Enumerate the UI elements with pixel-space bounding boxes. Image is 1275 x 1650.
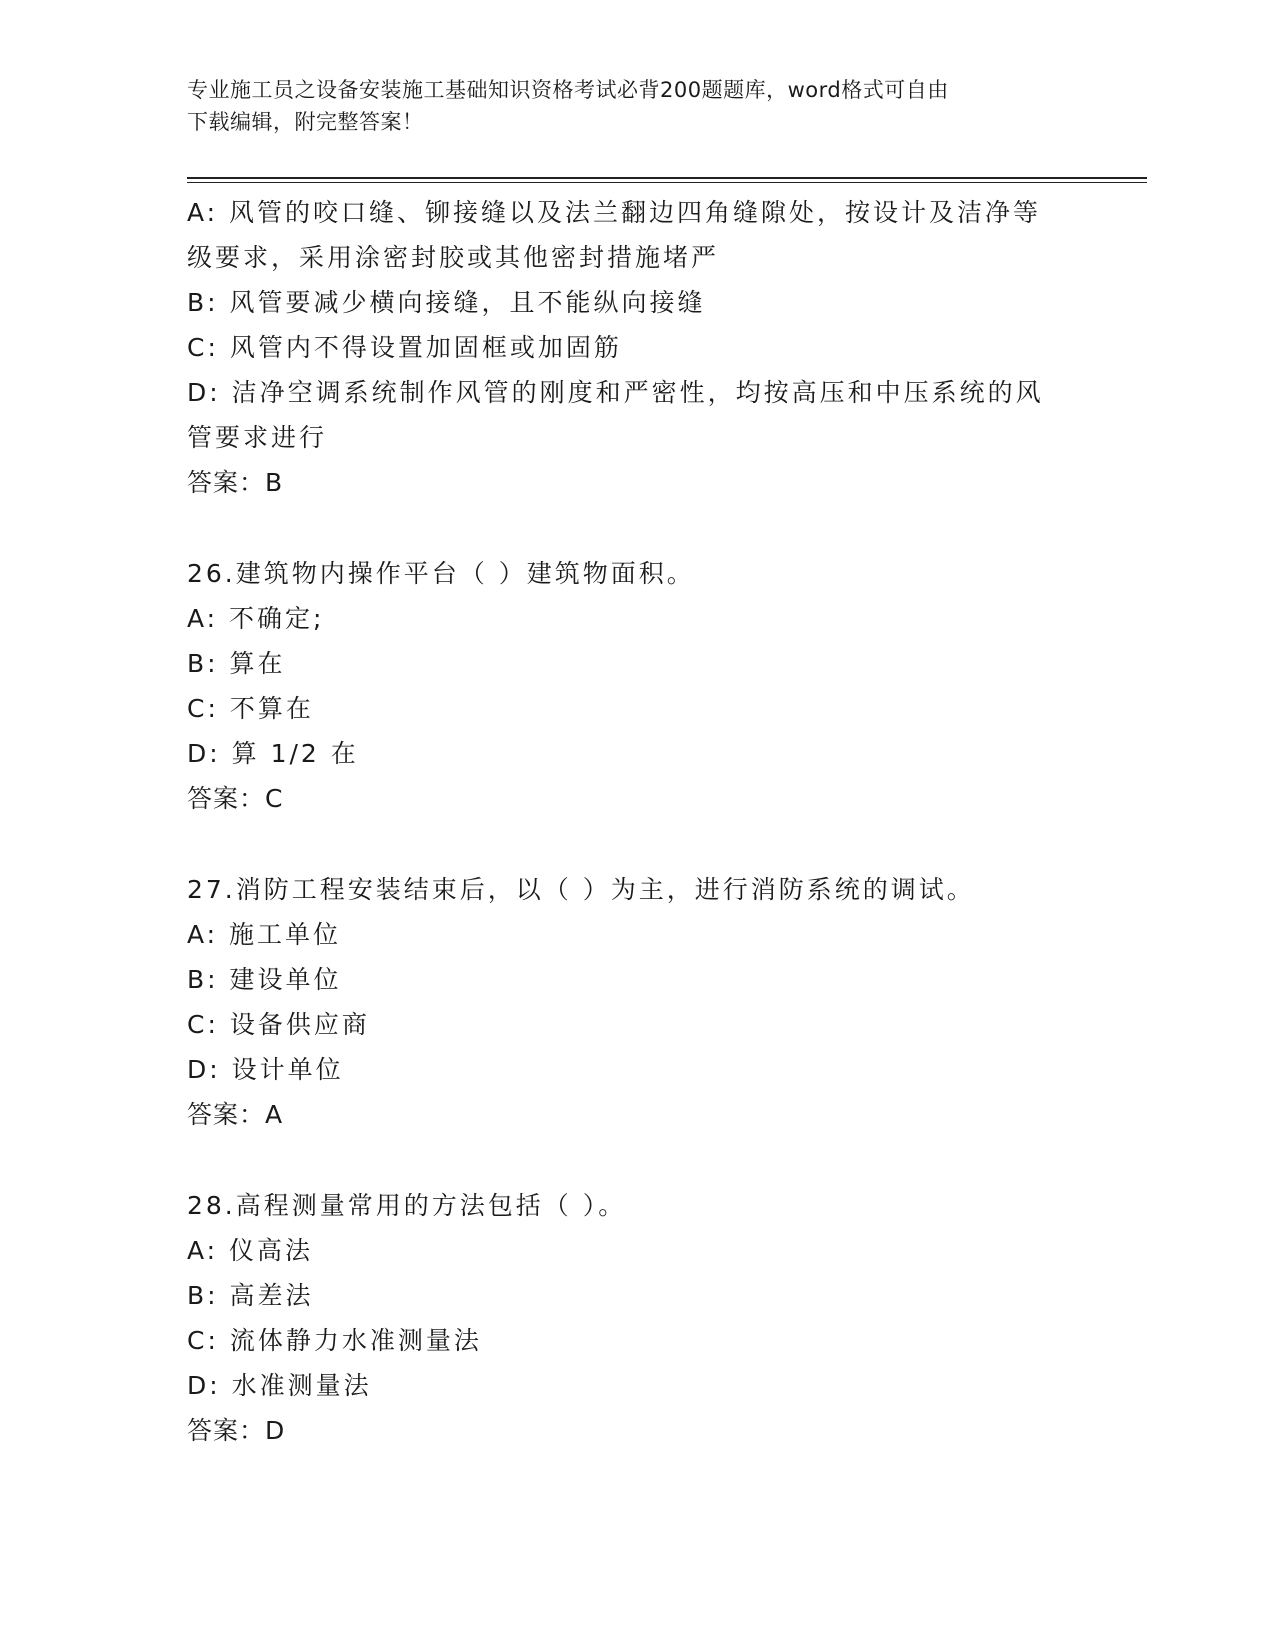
question-text: 28.高程测量常用的方法包括（ ）。 xyxy=(187,1191,627,1220)
question-list xyxy=(187,190,1087,1453)
option-b: B: 算在 xyxy=(187,649,286,678)
option-d-line-1: D: 洁净空调系统制作风管的刚度和严密性，均按高压和中压系统的风 xyxy=(187,378,1044,407)
option-b: B: 风管要减少横向接缝，且不能纵向接缝 xyxy=(187,288,706,317)
option-b: B: 高差法 xyxy=(187,1281,314,1310)
option-c: C: 风管内不得设置加固框或加固筋 xyxy=(187,333,622,362)
question-26 xyxy=(187,551,1087,821)
answer: 答案：A xyxy=(187,1100,284,1129)
answer: 答案：B xyxy=(187,468,284,497)
header-divider-thin xyxy=(187,182,1147,183)
question-27 xyxy=(187,867,1087,1137)
option-a-line-2: 级要求，采用涂密封胶或其他密封措施堵严 xyxy=(187,243,720,272)
spacer xyxy=(187,1137,1087,1183)
question-text: 27.消防工程安装结束后，以（ ）为主，进行消防系统的调试。 xyxy=(187,875,975,904)
header-divider-thick xyxy=(187,177,1147,179)
answer: 答案：D xyxy=(187,1416,286,1445)
question-28 xyxy=(187,1183,1087,1453)
option-c: C: 设备供应商 xyxy=(187,1010,370,1039)
option-a: A: 仪高法 xyxy=(187,1236,314,1265)
option-d-line-2: 管要求进行 xyxy=(187,423,328,452)
option-d: D: 水准测量法 xyxy=(187,1371,372,1400)
spacer xyxy=(187,821,1087,867)
option-c: C: 流体静力水准测量法 xyxy=(187,1326,482,1355)
option-a: A: 施工单位 xyxy=(187,920,342,949)
option-a: A: 不确定; xyxy=(187,604,325,633)
answer: 答案：C xyxy=(187,784,284,813)
question-25 xyxy=(187,190,1087,505)
question-text: 26.建筑物内操作平台（ ）建筑物面积。 xyxy=(187,559,695,588)
option-c: C: 不算在 xyxy=(187,694,314,723)
spacer xyxy=(187,505,1087,551)
option-d: D: 算 1/2 在 xyxy=(187,739,359,768)
header-line-2: 下载编辑，附完整答案！ xyxy=(187,110,424,134)
option-d: D: 设计单位 xyxy=(187,1055,344,1084)
header-line-1: 专业施工员之设备安装施工基础知识资格考试必背200题题库，word格式可自由 xyxy=(187,78,949,102)
document-header xyxy=(187,74,1087,138)
option-a-line-1: A: 风管的咬口缝、铆接缝以及法兰翻边四角缝隙处，按设计及洁净等 xyxy=(187,198,1042,227)
option-b: B: 建设单位 xyxy=(187,965,342,994)
